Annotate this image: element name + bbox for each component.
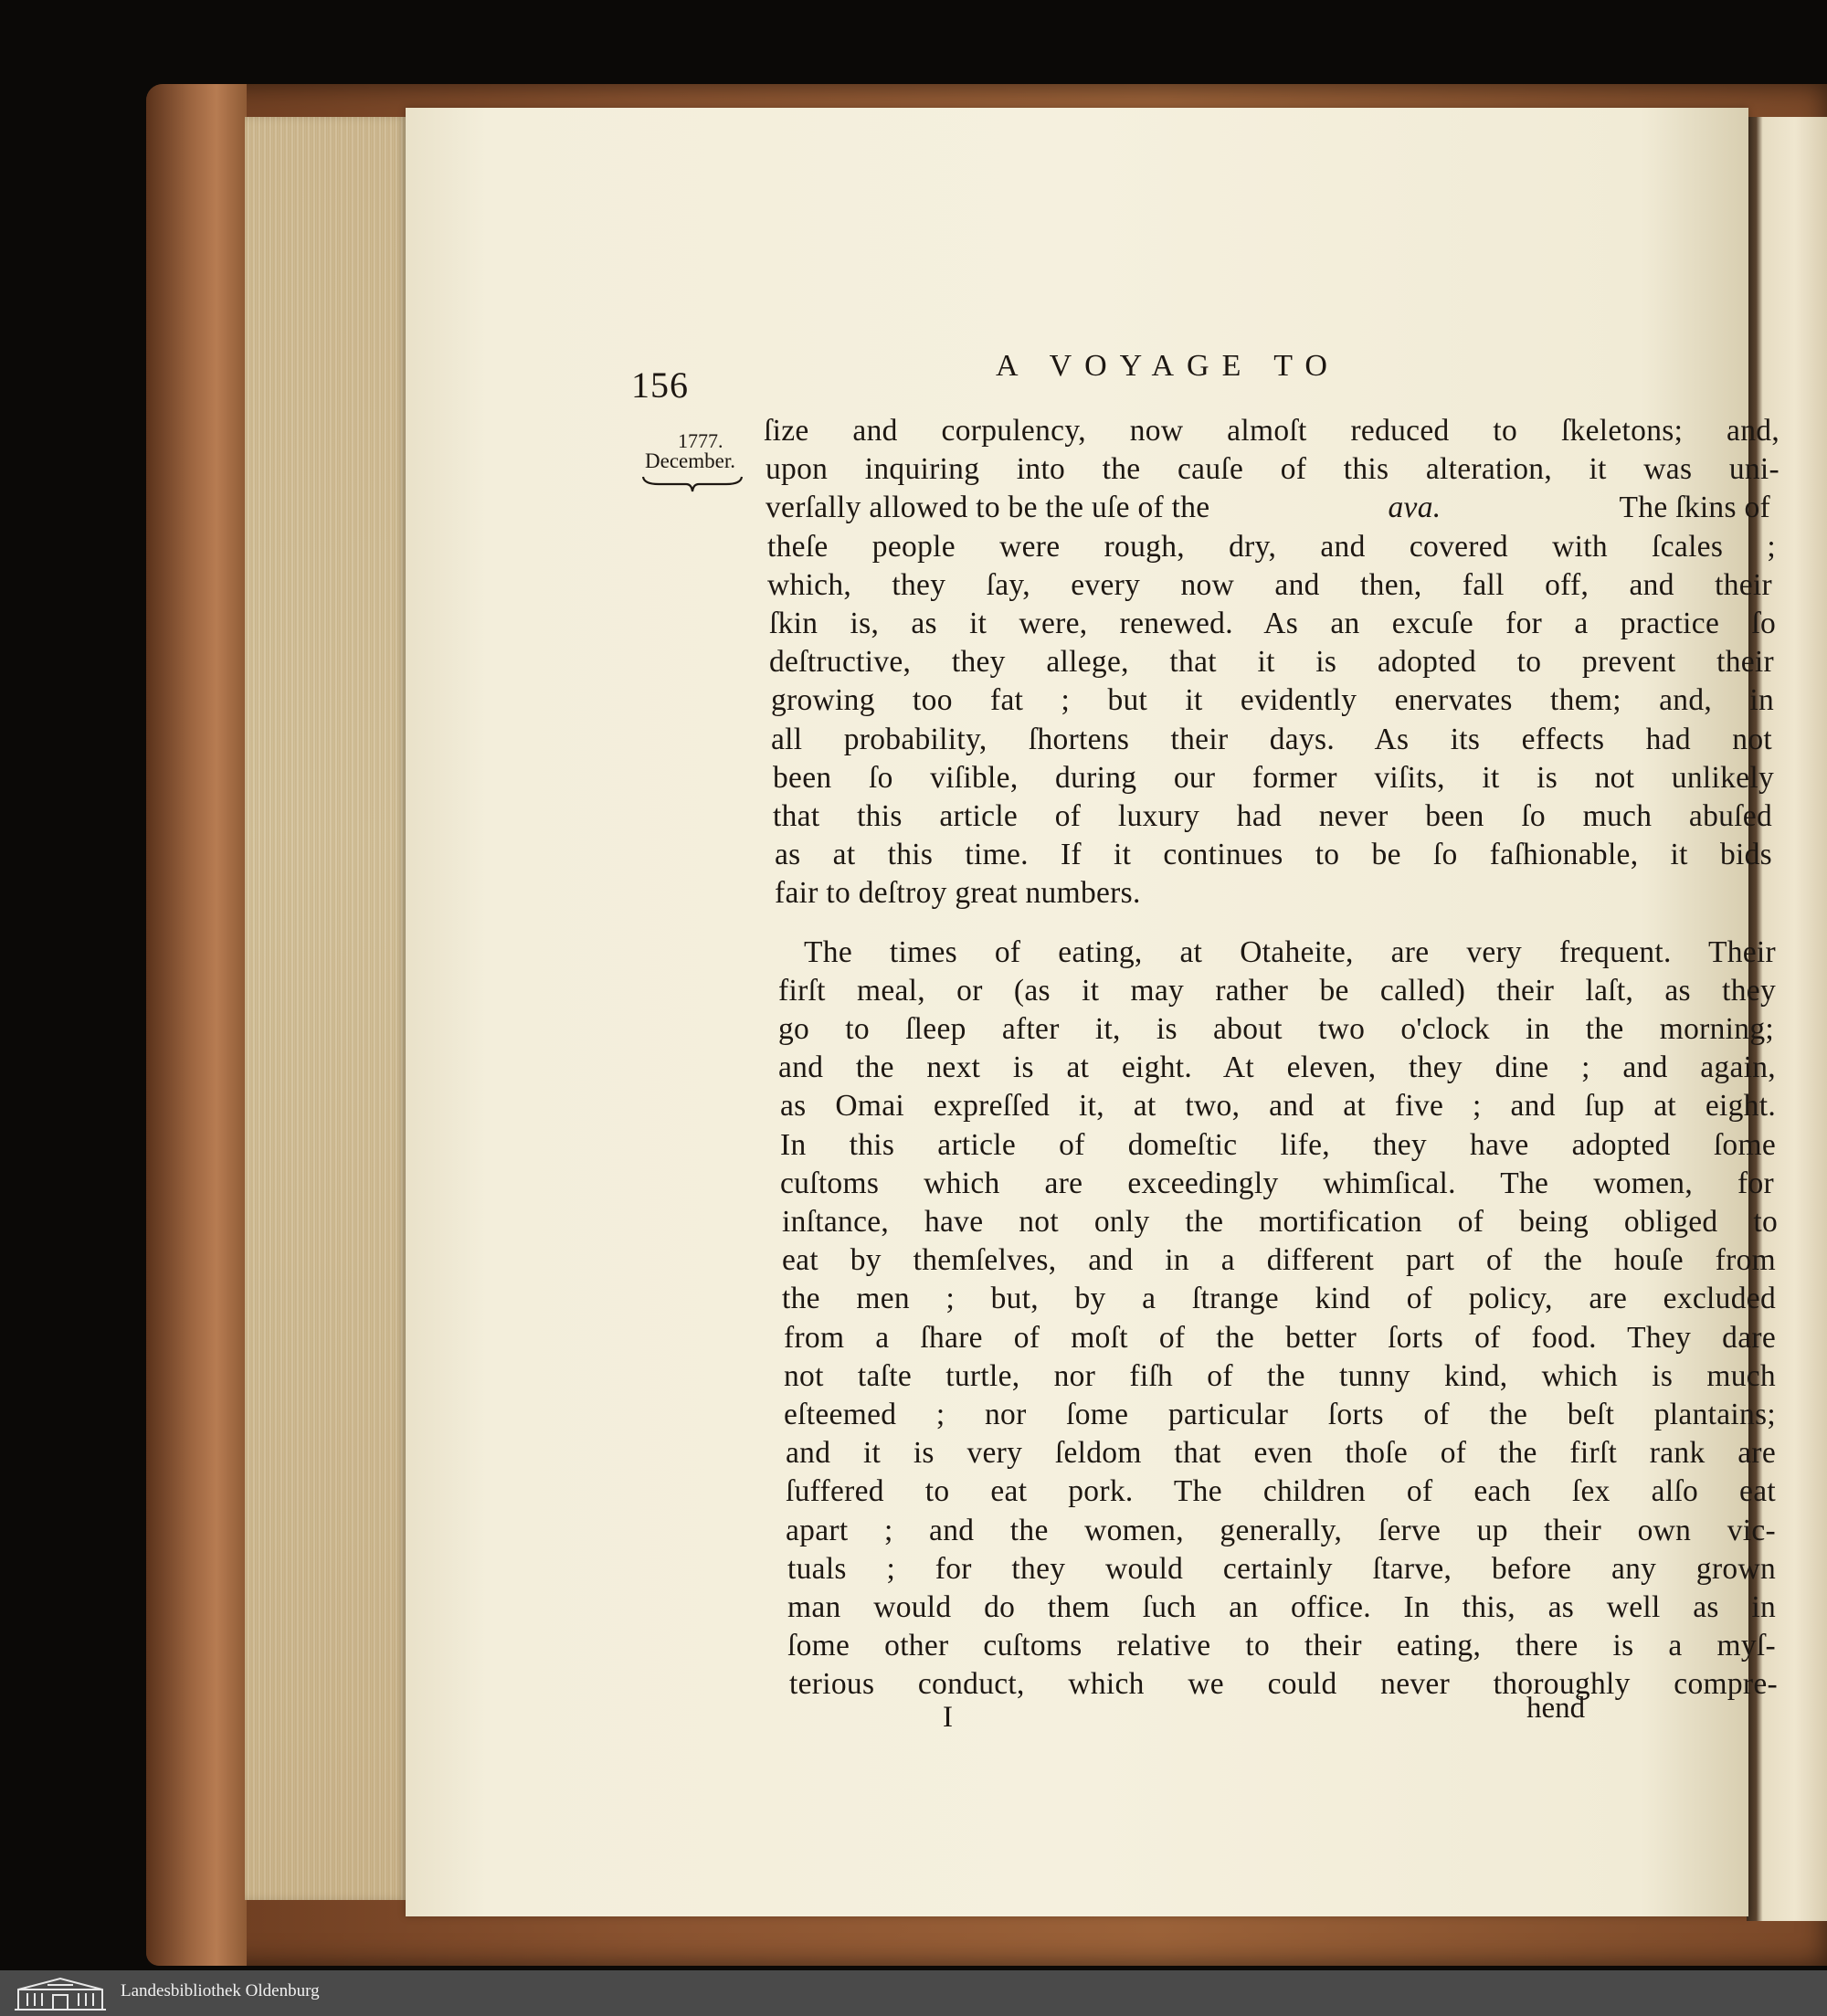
page-number: 156 (631, 364, 689, 406)
institution-name: Landesbibliothek Oldenburg (121, 1981, 320, 2000)
text-line: terious conduct, which we could never thoroughly compre- (789, 1667, 1778, 1701)
text-line: and it is very ſeldom that even thoſe of the firſt rank are (786, 1436, 1776, 1470)
text-line: all probability, ſhortens their days. As its effects had not (771, 723, 1772, 756)
text-line: deſtructive, they allege, that it is adopted to prevent their (769, 645, 1774, 679)
text-line: ſize and corpulency, now almoſt reduced to ſkeletons; and, (764, 414, 1779, 448)
text-line: that this article of luxury had never been ſo much abuſed (773, 799, 1772, 833)
text-line: ſome other cuſtoms relative to their eating, there is a myſ- (787, 1629, 1776, 1662)
margin-note-month: December. (645, 449, 735, 472)
text-line: man would do them ſuch an office. In this, as well as in (787, 1590, 1776, 1624)
footer-bar (0, 1970, 1827, 2016)
brace-icon (640, 473, 745, 495)
text-line: as Omai expreſſed it, at two, and at five ; and ſup at eight. (780, 1089, 1776, 1123)
text-line: inſtance, have not only the mortification of being obliged to (782, 1205, 1778, 1239)
text-line: and the next is at eight. At eleven, they dine ; and again, (778, 1050, 1776, 1084)
text-line: firſt meal, or (as it may rather be called) their laſt, as they (778, 974, 1776, 1008)
text-line: been ſo viſible, during our former viſits, it is not unlikely (773, 761, 1774, 795)
text-line: growing too fat ; but it evidently enervates them; and, in (771, 683, 1774, 717)
catchword: hend (1526, 1692, 1586, 1725)
text-line: apart ; and the women, generally, ſerve up their own vic- (786, 1514, 1776, 1547)
text-line: as at this time. If it continues to be ſo faſhionable, it bids (775, 838, 1772, 871)
text-line: cuſtoms which are exceedingly whimſical. The women, for (780, 1166, 1774, 1200)
text-line-end: The ſkins of (1619, 491, 1770, 524)
text-line-start: verſally allowed to be the uſe of the (766, 491, 1210, 524)
text-line: from a ſhare of moſt of the better ſorts of food. They dare (784, 1321, 1776, 1355)
text-line: tuals ; for they would certainly ſtarve, before any grown (787, 1552, 1776, 1586)
text-line: fair to deſtroy great numbers. (775, 876, 1141, 910)
text-line: ſuffered to eat pork. The children of each ſex alſo eat (786, 1474, 1776, 1508)
text-line (766, 492, 1770, 523)
text-line: eſteemed ; nor ſome particular ſorts of the beſt plantains; (784, 1398, 1776, 1431)
text-line: eat by themſelves, and in a different part of the houſe from (782, 1243, 1776, 1277)
text-line: In this article of domeſtic life, they have adopted ſome (780, 1128, 1776, 1162)
running-head: A VOYAGE TO (996, 349, 1340, 383)
text-line: The times of eating, at Otaheite, are very frequent. Their (804, 935, 1776, 969)
text-line: not taſte turtle, nor fiſh of the tunny kind, which is much (784, 1359, 1776, 1393)
text-line: upon inquiring into the cauſe of this alteration, it was uni- (766, 452, 1779, 486)
text-line: go to ſleep after it, is about two o'clock in the morning; (778, 1012, 1774, 1046)
text-line: the men ; but, by a ſtrange kind of policy, are excluded (782, 1282, 1776, 1315)
text-line: theſe people were rough, dry, and covered with ſcales ; (767, 530, 1776, 564)
margin-note-year: 1777. (678, 429, 723, 452)
text-line: which, they ſay, every now and then, fall off, and their (767, 568, 1772, 602)
text-line: ſkin is, as it were, renewed. As an excuſe for a practice ſo (769, 607, 1776, 640)
signature-mark: I (943, 1701, 953, 1734)
library-building-icon (11, 1975, 110, 2011)
italic-word: ava. (1388, 491, 1442, 524)
